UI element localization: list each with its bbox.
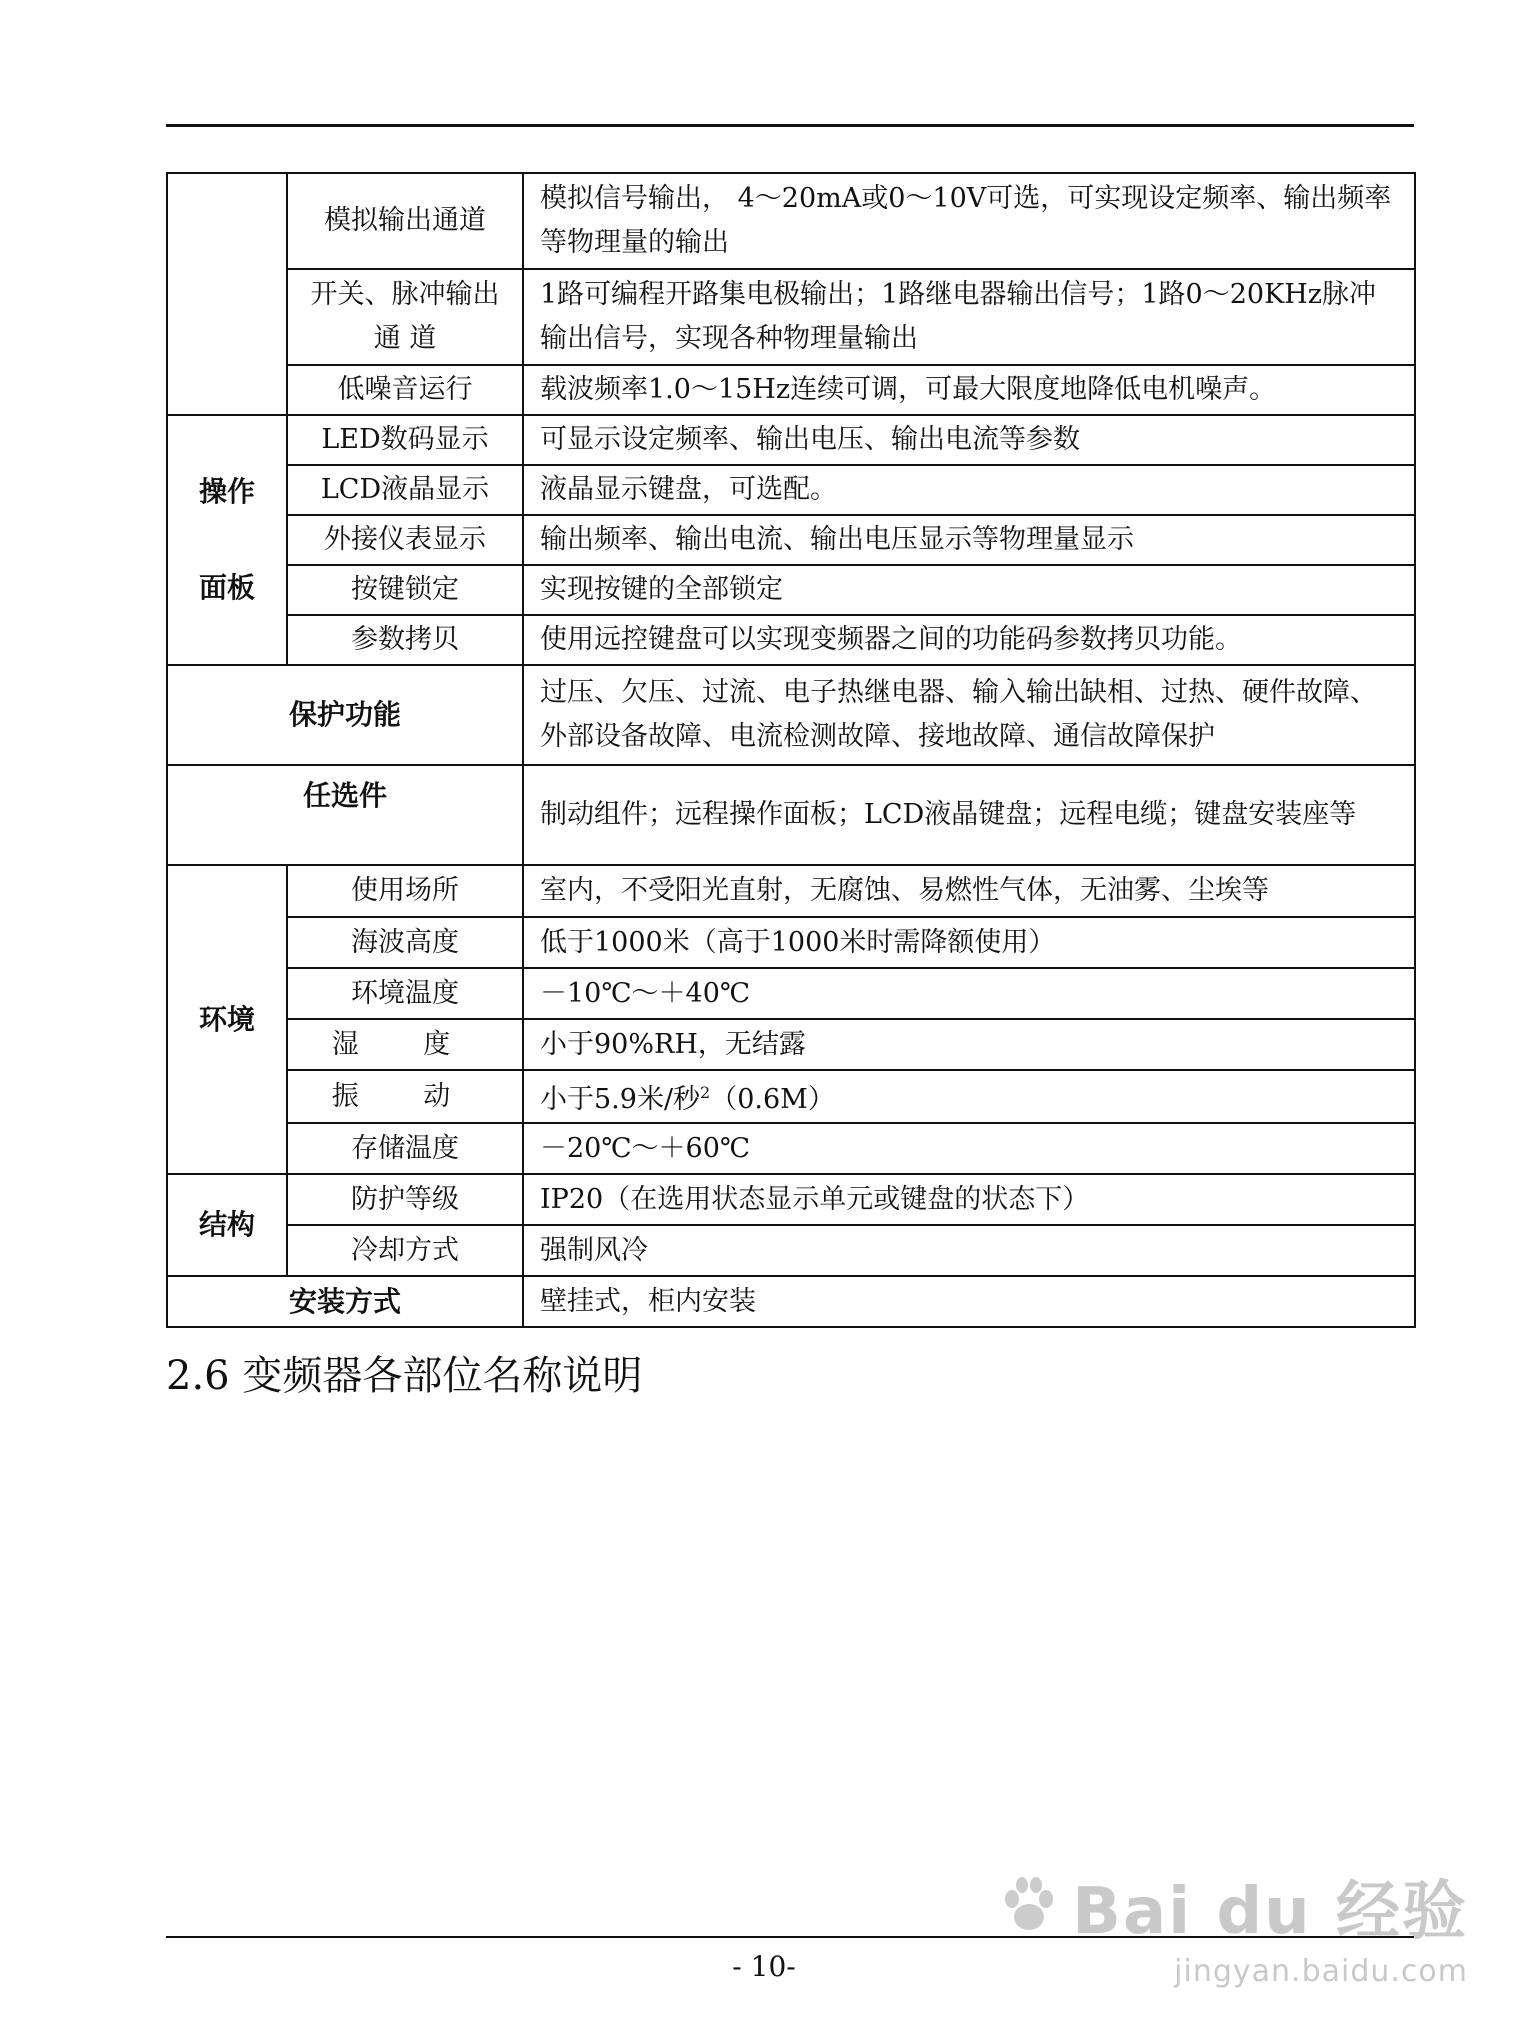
item-cell: 冷却方式 <box>287 1225 523 1276</box>
desc-cell: 可显示设定频率、输出电压、输出电流等参数 <box>523 415 1415 465</box>
table-row <box>167 968 1415 1019</box>
table-row <box>167 615 1415 665</box>
table-row <box>167 1276 1415 1327</box>
table-row <box>167 415 1415 465</box>
table-row <box>167 173 1415 269</box>
category-environment: 环境 <box>167 865 287 1174</box>
item-cell: 按键锁定 <box>287 565 523 615</box>
watermark-url: jingyan.baidu.com <box>1174 1954 1468 1989</box>
desc-cell: 制动组件；远程操作面板；LCD液晶键盘；远程电缆；键盘安装座等 <box>523 765 1415 865</box>
item-cell: 防护等级 <box>287 1174 523 1225</box>
desc-cell: 小于90%RH，无结露 <box>523 1019 1415 1070</box>
item-cell: 使用场所 <box>287 865 523 917</box>
desc-cell: 室内，不受阳光直射，无腐蚀、易燃性气体，无油雾、尘埃等 <box>523 865 1415 917</box>
desc-cell: －10℃～＋40℃ <box>523 968 1415 1019</box>
table-row <box>167 1019 1415 1070</box>
category-operation-panel <box>167 415 287 665</box>
table-row <box>167 515 1415 565</box>
category-protection: 保护功能 <box>167 665 523 765</box>
category-structure: 结构 <box>167 1174 287 1276</box>
desc-cell: 模拟信号输出， 4～20mA或0～10V可选，可实现设定频率、输出频率等物理量的输出 <box>523 173 1415 269</box>
table-row <box>167 365 1415 415</box>
table-row <box>167 269 1415 365</box>
desc-cell: 过压、欠压、过流、电子热继电器、输入输出缺相、过热、硬件故障、外部设备故障、电流检测故障、接地故障、通信故障保护 <box>523 665 1415 765</box>
item-cell: 海波高度 <box>287 917 523 968</box>
page-number: - 10- <box>732 1950 796 1983</box>
desc-cell: －20℃～＋60℃ <box>523 1123 1415 1174</box>
section-title: 2.6 变频器各部位名称说明 <box>166 1353 643 1399</box>
table-row <box>167 765 1415 865</box>
category-installation: 安装方式 <box>167 1276 523 1327</box>
table-row <box>167 1174 1415 1225</box>
desc-cell <box>523 1070 1415 1123</box>
desc-cell: 载波频率1.0～15Hz连续可调，可最大限度地降低电机噪声。 <box>523 365 1415 415</box>
category-line: 操作 <box>198 475 255 508</box>
desc-cell: 1路可编程开路集电极输出；1路继电器输出信号；1路0～20KHz脉冲输出信号，实现各种物理量输出 <box>523 269 1415 365</box>
desc-cell: IP20（在选用状态显示单元或键盘的状态下） <box>523 1174 1415 1225</box>
table-row <box>167 1225 1415 1276</box>
table-row <box>167 1123 1415 1174</box>
table-row <box>167 917 1415 968</box>
item-cell: 模拟输出通道 <box>287 173 523 269</box>
item-cell: LCD液晶显示 <box>287 465 523 515</box>
desc-text: （0.6M） <box>710 1084 835 1115</box>
watermark-logo <box>994 1860 1468 1952</box>
desc-cell: 壁挂式，柜内安装 <box>523 1276 1415 1327</box>
desc-cell: 低于1000米（高于1000米时需降额使用） <box>523 917 1415 968</box>
category-options: 任选件 <box>167 765 523 865</box>
desc-cell: 输出频率、输出电流、输出电压显示等物理量显示 <box>523 515 1415 565</box>
item-cell: 低噪音运行 <box>287 365 523 415</box>
table-row <box>167 565 1415 615</box>
spec-table <box>166 172 1416 1328</box>
table-row <box>167 865 1415 917</box>
watermark <box>994 1860 1468 1989</box>
item-cell: LED数码显示 <box>287 415 523 465</box>
item-cell: 存储温度 <box>287 1123 523 1174</box>
header-rule <box>166 124 1414 127</box>
item-cell: 湿 度 <box>287 1019 523 1070</box>
item-cell: 振 动 <box>287 1070 523 1123</box>
table-row <box>167 665 1415 765</box>
desc-cell: 强制风冷 <box>523 1225 1415 1276</box>
category-line: 面板 <box>198 571 255 604</box>
paw-icon <box>994 1871 1064 1941</box>
desc-cell: 实现按键的全部锁定 <box>523 565 1415 615</box>
desc-text: 小于5.9米/秒 <box>540 1084 701 1115</box>
item-cell: 开关、脉冲输出通 道 <box>287 269 523 365</box>
desc-cell: 液晶显示键盘，可选配。 <box>523 465 1415 515</box>
item-cell: 环境温度 <box>287 968 523 1019</box>
desc-cell: 使用远控键盘可以实现变频器之间的功能码参数拷贝功能。 <box>523 615 1415 665</box>
table-row <box>167 465 1415 515</box>
item-cell: 外接仪表显示 <box>287 515 523 565</box>
table-row <box>167 1070 1415 1123</box>
watermark-brand: Bai du 经验 <box>1072 1875 1468 1949</box>
superscript: 2 <box>700 1083 711 1102</box>
item-cell: 参数拷贝 <box>287 615 523 665</box>
continued-category-cell <box>167 173 287 415</box>
